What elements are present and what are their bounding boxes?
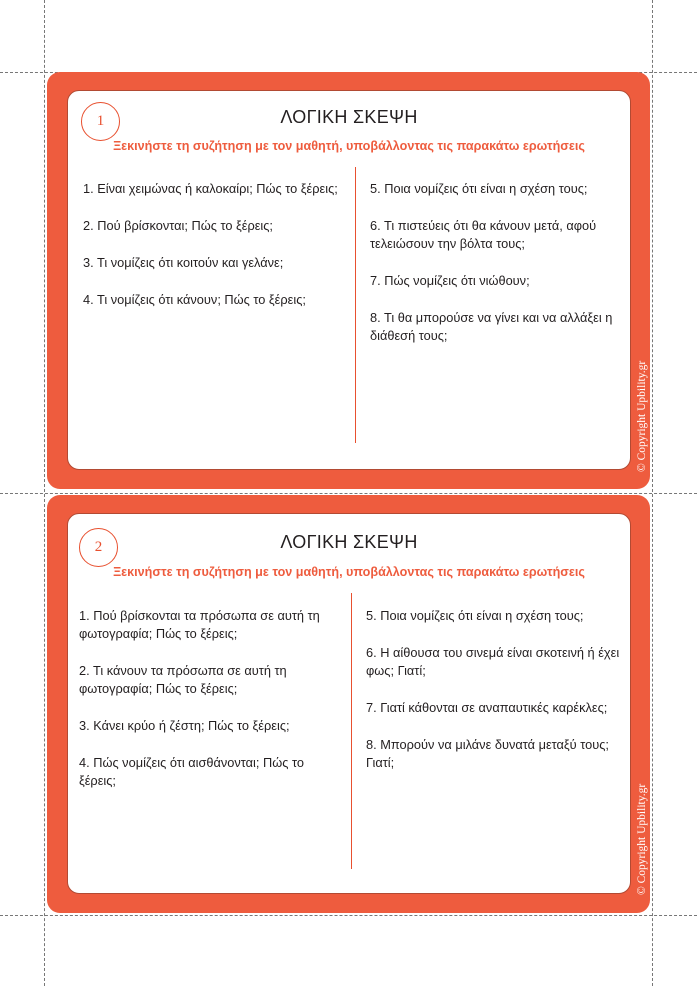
- card-2-number-badge: 2: [79, 528, 118, 567]
- question-item: 2. Τι κάνουν τα πρόσωπα σε αυτή τη φωτογραφία; Πώς το ξέρεις;: [79, 663, 287, 696]
- question-item: 5. Ποια νομίζεις ότι είναι η σχέση τους;: [370, 181, 588, 196]
- question-item: 1. Πού βρίσκονται τα πρόσωπα σε αυτή τη φωτογραφία; Πώς το ξέρεις;: [79, 608, 320, 641]
- question-item: 7. Πώς νομίζεις ότι νιώθουν;: [370, 273, 530, 288]
- card-1-left-questions: [83, 180, 345, 328]
- question-item: 8. Τι θα μπορούσε να γίνει και να αλλάξει η διάθεσή τους;: [370, 310, 613, 343]
- question-item: 7. Γιατί κάθονται σε αναπαυτικές καρέκλες;: [366, 700, 608, 715]
- question-card-2: [47, 495, 650, 913]
- card-1-panel: [67, 90, 631, 470]
- card-2-title: ΛΟΓΙΚΗ ΣΚΕΨΗ: [280, 532, 418, 552]
- card-1-subtitle: Ξεκινήστε τη συζήτηση με τον μαθητή, υποβάλλοντας τις παρακάτω ερωτήσεις: [113, 139, 585, 153]
- question-item: 3. Τι νομίζεις ότι κοιτούν και γελάνε;: [83, 255, 284, 270]
- question-item: 4. Πώς νομίζεις ότι αισθάνονται; Πώς το ξέρεις;: [79, 755, 304, 788]
- card-1-right-questions: [370, 180, 628, 364]
- question-item: 8. Μπορούν να μιλάνε δυνατά μεταξύ τους; Γιατί;: [366, 737, 609, 770]
- question-card-1: [47, 72, 650, 489]
- card-2-right-questions: [366, 607, 628, 791]
- card-1-number-badge: 1: [81, 102, 120, 141]
- cut-guide-bottom: [0, 915, 697, 916]
- question-item: 6. Τι πιστεύεις ότι θα κάνουν μετά, αφού τελειώσουν την βόλτα τους;: [370, 218, 597, 251]
- card-1-column-divider: [355, 167, 356, 443]
- card-2-left-questions: [79, 607, 341, 809]
- question-item: 6. Η αίθουσα του σινεμά είναι σκοτεινή ή έχει φως; Γιατί;: [366, 645, 620, 678]
- cut-guide-middle: [0, 493, 697, 494]
- card-2-panel: [67, 513, 631, 894]
- question-item: 3. Κάνει κρύο ή ζέστη; Πώς το ξέρεις;: [79, 718, 290, 733]
- card-1-copyright: © Copyright Upbility.gr: [636, 360, 648, 472]
- question-item: 4. Τι νομίζεις ότι κάνουν; Πώς το ξέρεις;: [83, 292, 306, 307]
- card-2-column-divider: [351, 593, 352, 869]
- card-1-title: ΛΟΓΙΚΗ ΣΚΕΨΗ: [280, 107, 418, 127]
- card-2-copyright: © Copyright Upbility.gr: [636, 783, 648, 895]
- question-item: 1. Είναι χειμώνας ή καλοκαίρι; Πώς το ξέρεις;: [83, 181, 338, 196]
- question-item: 5. Ποια νομίζεις ότι είναι η σχέση τους;: [366, 608, 584, 623]
- card-2-subtitle: Ξεκινήστε τη συζήτηση με τον μαθητή, υποβάλλοντας τις παρακάτω ερωτήσεις: [113, 565, 585, 579]
- question-item: 2. Πού βρίσκονται; Πώς το ξέρεις;: [83, 218, 273, 233]
